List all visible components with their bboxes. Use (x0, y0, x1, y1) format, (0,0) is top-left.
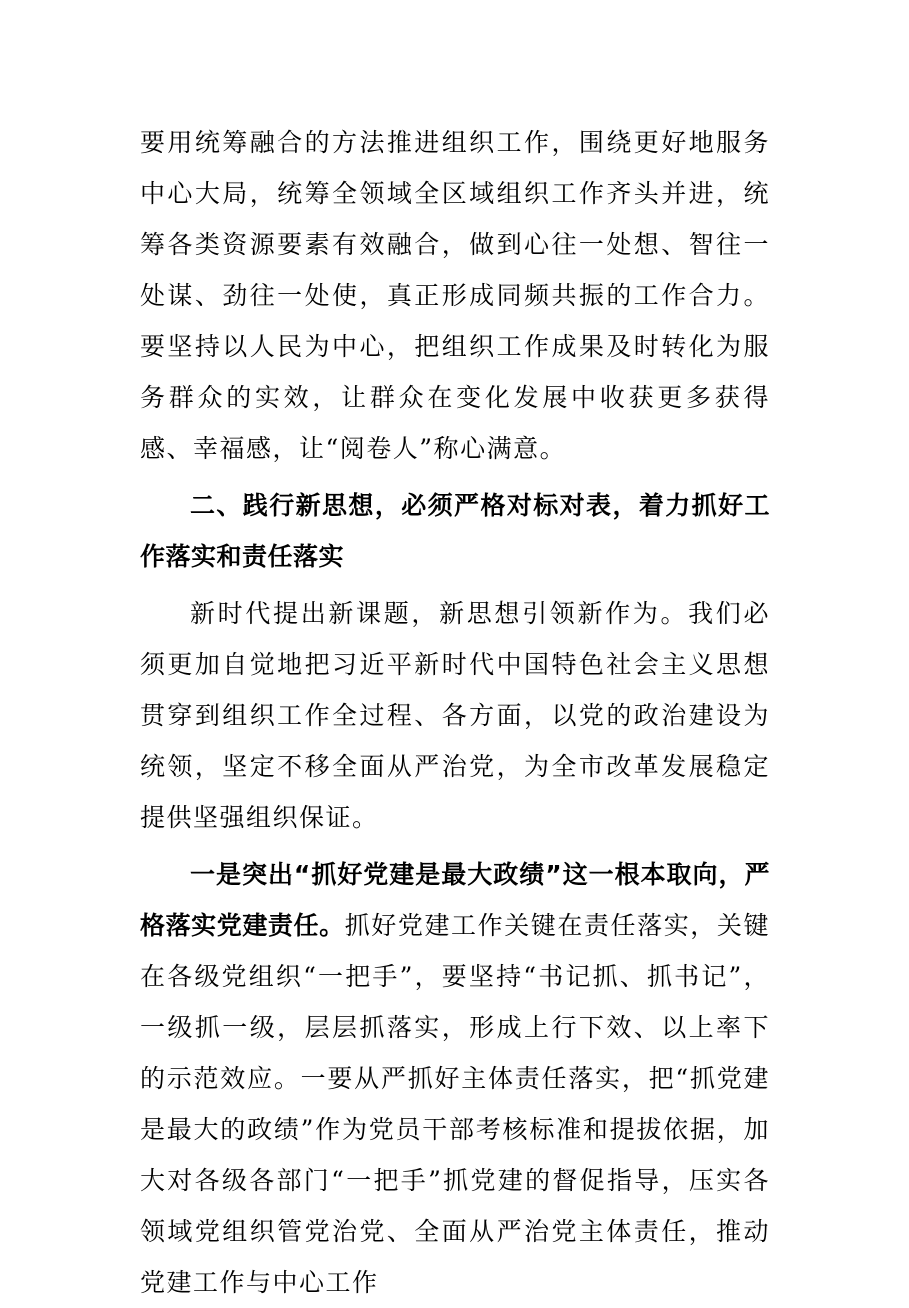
paragraph-body: 抓好党建工作关键在责任落实，关键在各级党组织“一把手”，要坚持“书记抓、抓书记”，一级抓一级，层层抓落实，形成上行下效、以上率下的示范效应。一要从严抓好主体责任落实，把“抓党建是最大的政绩”作为党员干部考核标准和提拔依据，加大对各级各部门“一把手”抓党建的督促指导，压实各领域党组织管党治党、全面从严治党主体责任，推动党建工作与中心工作 (140, 911, 770, 1297)
body-paragraph-with-lead (140, 849, 770, 1308)
body-paragraph: 要用统筹融合的方法推进组织工作，围绕更好地服务中心大局，统筹全领域全区域组织工作齐头并进，统筹各类资源要素有效融合，做到心往一处想、智往一处谋、劲往一处使，真正形成同频共振的工作合力。要坚持以人民为中心，把组织工作成果及时转化为服务群众的实效，让群众在变化发展中收获更多获得感、幸福感，让“阅卷人”称心满意。 (140, 128, 770, 463)
body-paragraph: 新时代提出新课题，新思想引领新作为。我们必须更加自觉地把习近平新时代中国特色社会主义思想贯穿到组织工作全过程、各方面，以党的政治建设为统领，坚定不移全面从严治党，为全市改革发展稳定提供坚强组织保证。 (140, 599, 770, 832)
paragraph-lead: 一是突出“抓好党建是最大政绩”这一根本取向，严格落实党建责任。 (140, 860, 770, 940)
section-heading: 二、践行新思想，必须严格对标对表，着力抓好工作落实和责任落实 (140, 491, 770, 571)
document-page (140, 117, 770, 1308)
